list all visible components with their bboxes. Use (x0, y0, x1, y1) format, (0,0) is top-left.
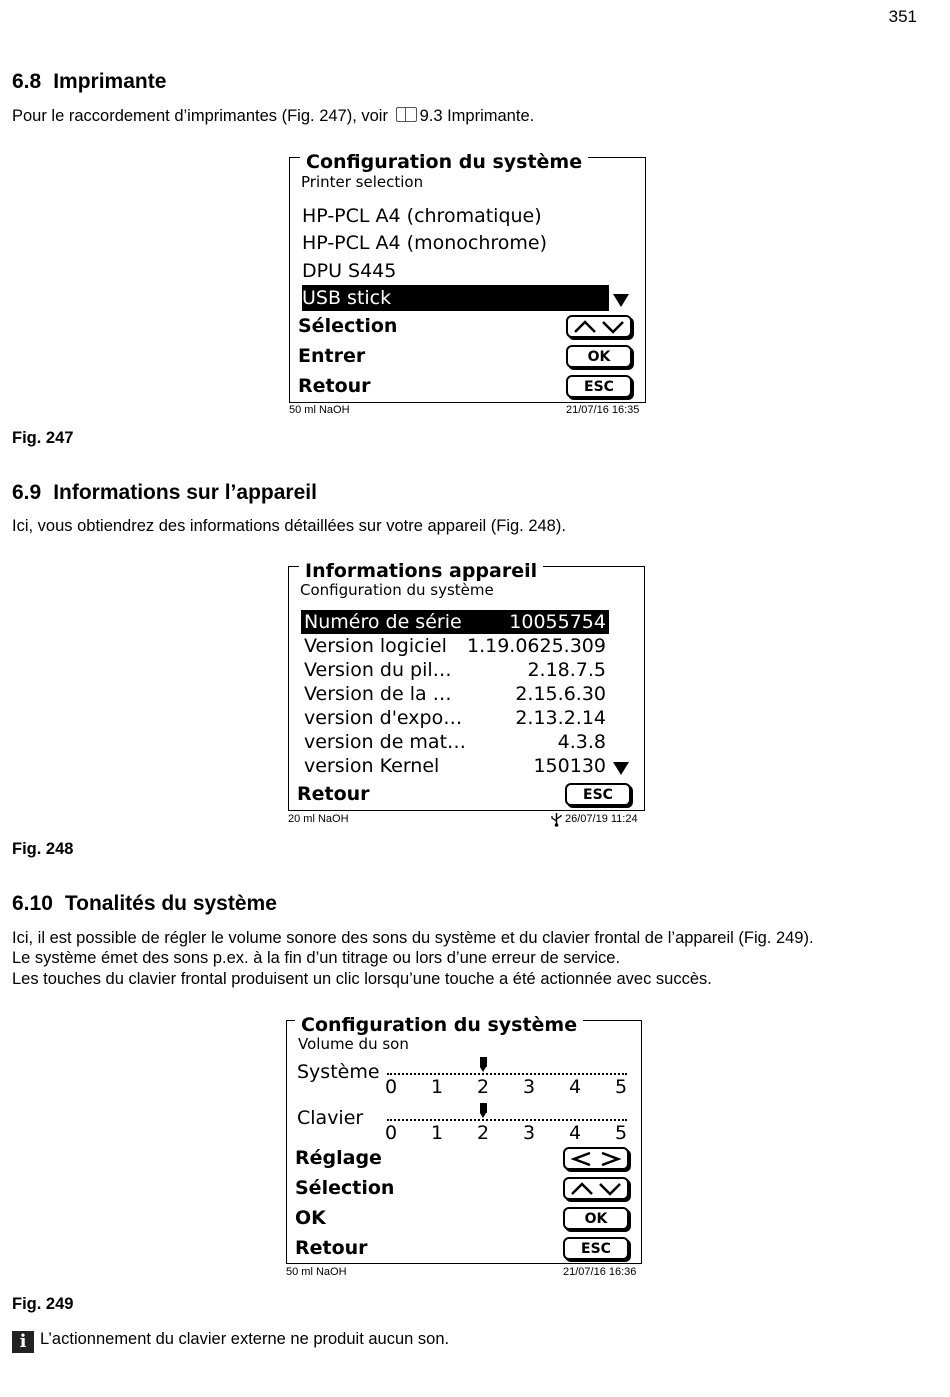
action-label-back: Retour (297, 783, 370, 805)
info-icon: i (12, 1331, 34, 1353)
device-info-paragraph: Ici, vous obtiendrez des informations détaillées sur votre appareil (Fig. 248). (12, 517, 566, 535)
scale-number: 5 (614, 1122, 628, 1144)
info-key: version Kernel (304, 755, 440, 777)
scale-number: 2 (476, 1076, 490, 1098)
esc-key[interactable]: ESC (565, 783, 631, 806)
page-number: 351 (888, 7, 917, 26)
action-label-back: Retour (298, 375, 371, 397)
scale-number: 0 (384, 1076, 398, 1098)
printer-option[interactable]: DPU S445 (302, 260, 397, 282)
action-label-back: Retour (295, 1237, 368, 1259)
section-title: Tonalités du système (64, 892, 277, 915)
tones-screen (286, 1014, 642, 1264)
section-heading-device-info (12, 481, 317, 505)
arrows-leftright-icon (570, 1152, 622, 1166)
figure-caption: Fig. 248 (12, 840, 74, 858)
screen-subtitle: Volume du son (298, 1035, 409, 1053)
status-datetime: 21/07/16 16:36 (563, 1266, 637, 1278)
arrows-updown-icon (573, 320, 625, 334)
ok-key[interactable]: OK (566, 345, 632, 368)
status-left: 20 ml NaOH (288, 813, 349, 825)
printer-screen (289, 151, 646, 403)
tones-paragraph-line: Les touches du clavier frontal produisent un clic lorsqu’une touche a été actionnée avec succès. (12, 970, 712, 988)
action-label-enter: Entrer (298, 345, 366, 367)
info-value: 2.18.7.5 (527, 659, 606, 681)
figure-caption: Fig. 247 (12, 429, 74, 447)
scale-number: 1 (430, 1122, 444, 1144)
info-row-selected[interactable] (301, 610, 609, 634)
info-value: 2.15.6.30 (515, 683, 606, 705)
printer-paragraph (12, 106, 534, 127)
system-volume-slider[interactable] (384, 1065, 628, 1098)
note-text: L’actionnement du clavier externe ne produit aucun son. (40, 1330, 450, 1348)
action-label-ok: OK (295, 1207, 326, 1229)
scale-number: 3 (522, 1076, 536, 1098)
scale-number: 3 (522, 1122, 536, 1144)
action-label-selection: Sélection (295, 1177, 395, 1199)
info-key: Version de la … (304, 683, 452, 705)
selection-updown-key[interactable] (563, 1177, 629, 1200)
esc-key[interactable]: ESC (566, 375, 632, 398)
info-row[interactable] (301, 682, 609, 706)
device-info-screen (288, 560, 645, 811)
section-heading-printer (12, 70, 166, 94)
info-row[interactable] (301, 634, 609, 658)
book-icon (396, 107, 417, 122)
tones-paragraph-line: Le système émet des sons p.ex. à la fin d’un titrage ou lors d’une erreur de service. (12, 949, 621, 967)
selection-updown-key[interactable] (566, 315, 632, 338)
info-row[interactable] (301, 706, 609, 730)
scroll-down-icon[interactable] (613, 762, 629, 775)
scale-number: 0 (384, 1122, 398, 1144)
section-heading-tones (12, 892, 277, 916)
info-key: version d'expo… (304, 707, 463, 729)
scroll-down-icon[interactable] (613, 294, 629, 307)
section-title: Informations sur l’appareil (53, 481, 317, 504)
slider-marker[interactable] (480, 1103, 487, 1113)
scale-number: 5 (614, 1076, 628, 1098)
screen-title: Configuration du système (295, 1014, 583, 1036)
ok-key[interactable]: OK (563, 1207, 629, 1230)
scale-number: 4 (568, 1076, 582, 1098)
action-label-selection: Sélection (298, 315, 398, 337)
slider-track (387, 1073, 627, 1075)
info-value: 4.3.8 (557, 731, 606, 753)
printer-option[interactable]: HP-PCL A4 (chromatique) (302, 205, 542, 227)
slider-marker[interactable] (480, 1057, 487, 1067)
printer-option-selected[interactable]: USB stick (302, 285, 609, 311)
cross-reference-link[interactable]: 9.3 Imprimante. (419, 107, 535, 125)
scale-number: 1 (430, 1076, 444, 1098)
info-value: 10055754 (509, 611, 606, 633)
arrows-updown-icon (570, 1182, 622, 1196)
usb-icon (550, 812, 563, 827)
scale-number: 4 (568, 1122, 582, 1144)
info-value: 2.13.2.14 (515, 707, 606, 729)
info-key: Version logiciel (304, 635, 447, 657)
status-datetime: 26/07/19 11:24 (565, 813, 638, 825)
info-key: Version du pil… (304, 659, 452, 681)
slider-track (387, 1119, 627, 1121)
info-value: 150130 (533, 755, 606, 777)
screen-subtitle: Printer selection (301, 173, 424, 191)
figure-caption: Fig. 249 (12, 1295, 74, 1313)
printer-option[interactable]: HP-PCL A4 (monochrome) (302, 232, 547, 254)
action-label-adjust: Réglage (295, 1147, 382, 1169)
scale-number: 2 (476, 1122, 490, 1144)
section-number: 6.10 (12, 892, 53, 915)
info-row[interactable] (301, 754, 609, 778)
esc-key[interactable]: ESC (563, 1237, 629, 1260)
screen-subtitle: Configuration du système (300, 581, 494, 599)
info-value: 1.19.0625.309 (466, 635, 606, 657)
section-number: 6.8 (12, 70, 42, 93)
info-row[interactable] (301, 658, 609, 682)
screen-title: Informations appareil (299, 560, 543, 582)
slider-label-keyboard: Clavier (297, 1107, 364, 1129)
info-note (12, 1329, 449, 1353)
info-key: Numéro de série (304, 611, 462, 633)
status-left: 50 ml NaOH (286, 1266, 347, 1278)
adjust-leftright-key[interactable] (563, 1147, 629, 1170)
section-title: Imprimante (53, 70, 167, 93)
info-key: version de mat… (304, 731, 467, 753)
slider-label-system: Système (297, 1061, 380, 1083)
tones-paragraph-line: Ici, il est possible de régler le volume sonore des sons du système et du clavier frontal de l’appareil (Fig. 249). (12, 929, 814, 947)
paragraph-text: Pour le raccordement d’imprimantes (Fig. 247), voir (12, 107, 388, 125)
info-row[interactable] (301, 730, 609, 754)
status-datetime: 21/07/16 16:35 (566, 404, 640, 416)
section-number: 6.9 (12, 481, 42, 504)
status-left: 50 ml NaOH (289, 404, 350, 416)
keyboard-volume-slider[interactable] (384, 1111, 628, 1144)
screen-title: Configuration du système (300, 151, 588, 173)
